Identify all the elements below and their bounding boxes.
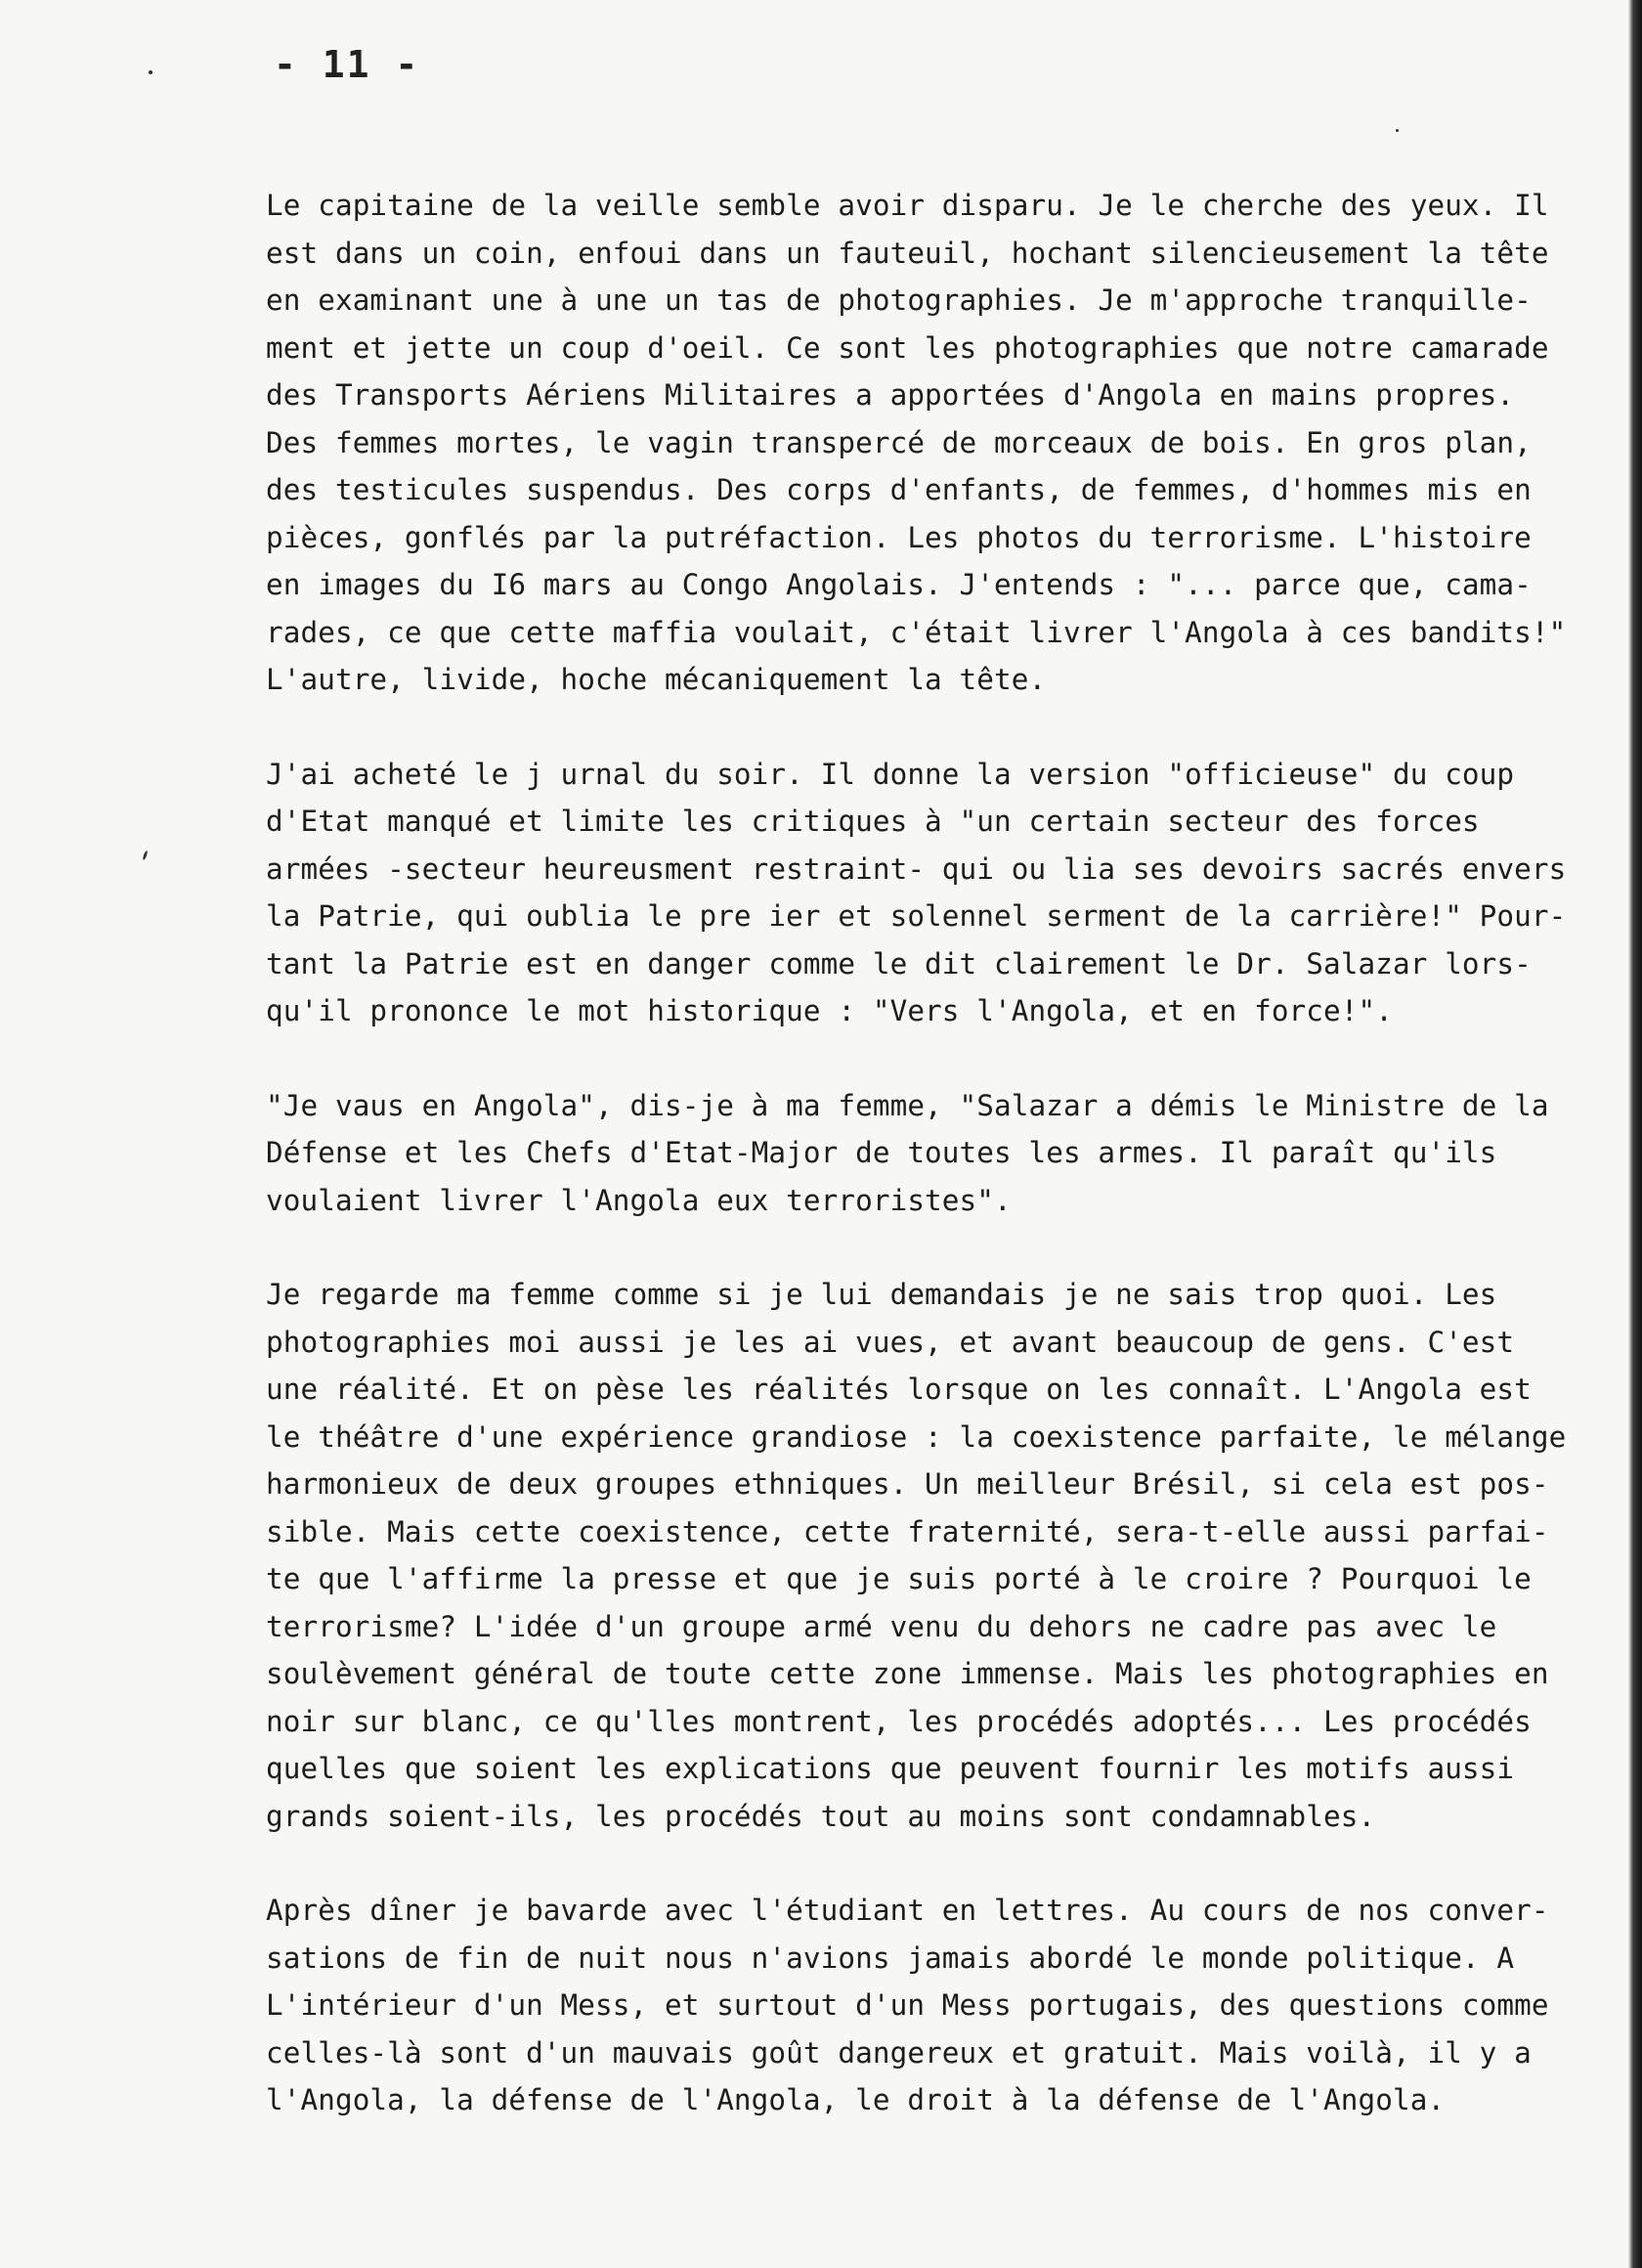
text-line: d'Etat manqué et limite les critiques à "un certain secteur des forces — [266, 805, 1480, 838]
text-line: une réalité. Et on pèse les réalités lorsque on les connaît. L'Angola est — [266, 1373, 1532, 1406]
text-line: grands soient-ils, les procédés tout au moins sont condamnables. — [266, 1799, 1376, 1833]
scan-edge-shadow — [1628, 0, 1642, 2268]
text-line: sations de fin de nuit nous n'avions jamais abordé le monde politique. A — [266, 1941, 1515, 1975]
text-line: en images du I6 mars au Congo Angolais. J'entends : "... parce que, cama- — [266, 568, 1532, 601]
text-line: sible. Mais cette coexistence, cette fraternité, sera-t-elle aussi parfai- — [266, 1514, 1549, 1548]
text-line: est dans un coin, enfoui dans un fauteuil, hochant silencieusement la tête — [266, 236, 1549, 270]
text-line: l'Angola, la défense de l'Angola, le droit à la défense de l'Angola. — [266, 2083, 1446, 2116]
text-line: L'intérieur d'un Mess, et surtout d'un Mess portugais, des questions comme — [266, 1988, 1549, 2022]
text-line: Défense et les Chefs d'Etat-Major de toutes les armes. Il paraît qu'ils — [266, 1136, 1497, 1169]
text-line: Le capitaine de la veille semble avoir disparu. Je le cherche des yeux. Il — [266, 189, 1549, 222]
page-number: - 11 - — [274, 43, 420, 86]
text-line: des testicules suspendus. Des corps d'enfants, de femmes, d'hommes mis en — [266, 473, 1532, 506]
text-line: pièces, gonflés par la putréfaction. Les photos du terrorisme. L'histoire — [266, 520, 1532, 554]
paragraph-2 — [266, 751, 1622, 1035]
text-line: le théâtre d'une expérience grandiose : la coexistence parfaite, le mélange — [266, 1419, 1567, 1454]
paragraph-5 — [266, 1887, 1622, 2124]
text-line: des Transports Aériens Militaires a apportées d'Angola en mains propres. — [266, 378, 1515, 412]
text-line: noir sur blanc, ce qu'lles montrent, les procédés adoptés... Les procédés — [266, 1704, 1532, 1738]
text-line: Je regarde ma femme comme si je lui demandais je ne sais trop quoi. Les — [266, 1278, 1497, 1311]
text-line: te que l'affirme la presse et que je suis porté à le croire ? Pourquoi le — [266, 1562, 1532, 1595]
text-line: Après dîner je bavarde avec l'étudiant en lettres. Au cours de nos conver- — [266, 1894, 1549, 1927]
paragraph-3 — [266, 1082, 1622, 1225]
paragraph-1 — [266, 182, 1622, 704]
text-line: rades, ce que cette maffia voulait, c'était livrer l'Angola à ces bandits!" — [266, 615, 1567, 649]
text-line: harmonieux de deux groupes ethniques. Un meilleur Brésil, si cela est pos- — [266, 1467, 1549, 1501]
text-line: photographies moi aussi je les ai vues, et avant beaucoup de gens. C'est — [266, 1325, 1515, 1359]
text-line: celles-là sont d'un mauvais goût dangereux et gratuit. Mais voilà, il y a — [266, 2035, 1532, 2070]
body-text — [266, 182, 1622, 2171]
text-line: la Patrie, qui oublia le pre ier et solennel serment de la carrière!" Pour- — [266, 899, 1567, 933]
text-line: L'autre, livide, hoche mécaniquement la tête. — [266, 663, 1047, 696]
ink-speck — [142, 850, 148, 860]
text-line: terrorisme? L'idée d'un groupe armé venu du dehors ne cadre pas avec le — [266, 1609, 1497, 1643]
ink-speck — [149, 70, 152, 74]
text-line: qu'il prononce le mot historique : "Vers l'Angola, et en force!". — [266, 994, 1393, 1027]
text-line: armées -secteur heureusment restraint- qui ou lia ses devoirs sacrés envers — [266, 851, 1567, 886]
text-line: en examinant une à une un tas de photographies. Je m'approche tranquille- — [266, 284, 1532, 317]
text-line: ment et jette un coup d'oeil. Ce sont les photographies que notre camarade — [266, 330, 1549, 365]
text-line: tant la Patrie est en danger comme le dit clairement le Dr. Salazar lors- — [266, 946, 1532, 981]
text-line: soulèvement général de toute cette zone immense. Mais les photographies en — [266, 1657, 1549, 1690]
text-line: "Je vaus en Angola", dis-je à ma femme, "Salazar a démis le Ministre de la — [266, 1088, 1549, 1122]
ink-speck — [1396, 129, 1399, 132]
text-line: voulaient livrer l'Angola eux terroristes". — [266, 1183, 1012, 1217]
text-line: J'ai acheté le j urnal du soir. Il donne la version "officieuse" du coup — [266, 757, 1515, 791]
paragraph-4 — [266, 1271, 1622, 1840]
text-line: quelles que soient les explications que peuvent fournir les motifs aussi — [266, 1752, 1515, 1785]
text-line: Des femmes mortes, le vagin transpercé de morceaux de bois. En gros plan, — [266, 425, 1532, 459]
